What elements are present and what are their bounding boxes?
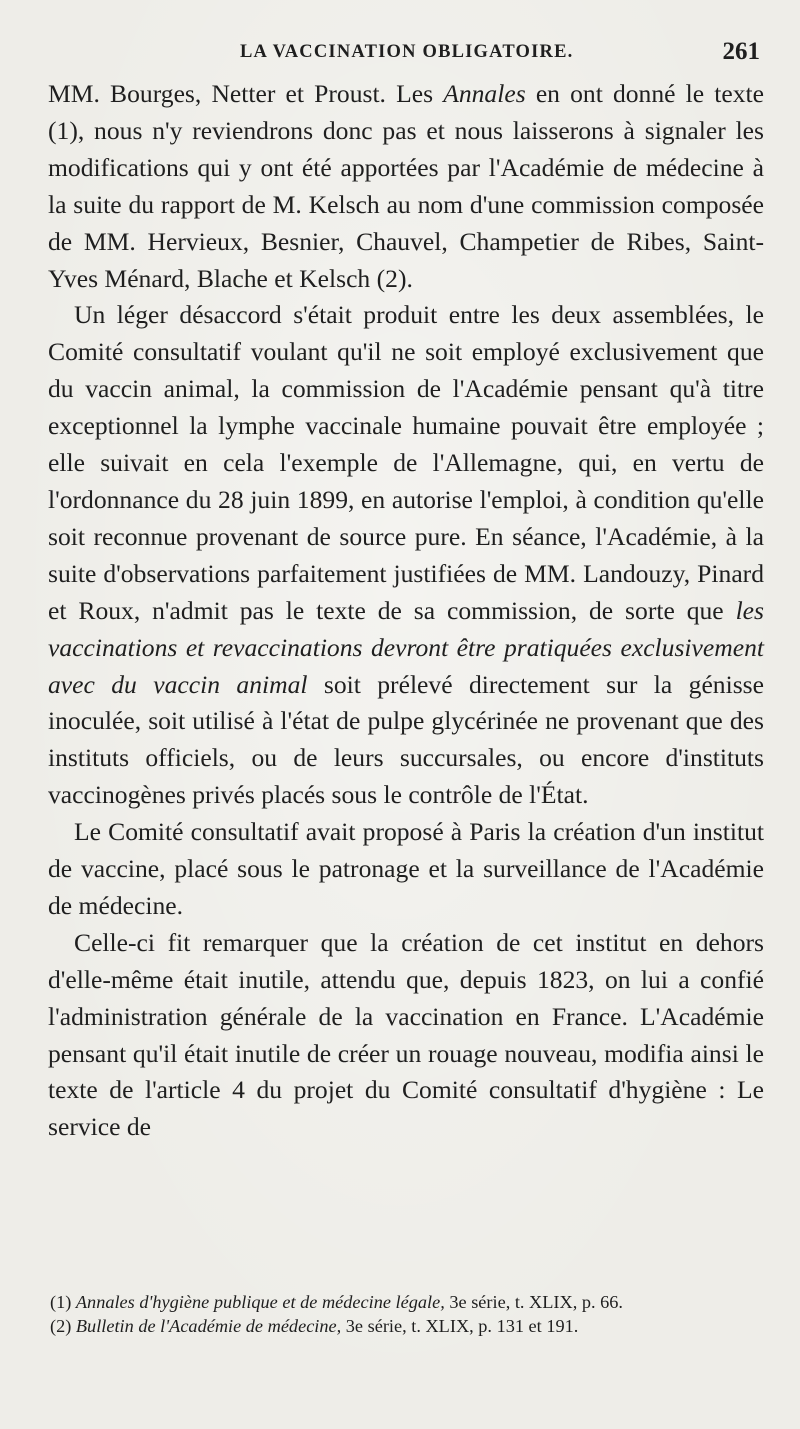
paragraph-2 (48, 297, 764, 814)
footnote-2-mark: (2) (50, 1315, 76, 1336)
paragraph-1-start: MM. Bourges, Netter et Proust. Les (48, 79, 444, 108)
footnote-1-mark: (1) (50, 1292, 76, 1312)
footnote-2-title: Bulletin de l'Académie de médecine, (75, 1315, 342, 1336)
footnote-2 (40, 1316, 760, 1338)
page-number: 261 (722, 38, 760, 65)
running-title: LA VACCINATION OBLIGATOIRE. (240, 42, 574, 62)
paragraph-4: Celle-ci fit remarquer que la création de cet institut en dehors d'elle-même était inutile, attendu que, depuis 1823, on lui a confié l'administration générale de la vaccination en France. L'Académie pensant qu'il était inutile de créer un rouage nouveau, modifia ainsi le texte de l'article 4 du projet du Comité consultatif d'hygiène : Le service de (48, 927, 764, 1142)
running-head (0, 38, 800, 68)
footnote-2-ref: 3e série, t. XLIX, p. 131 et 191. (341, 1315, 579, 1336)
paragraph-3: Le Comité consultatif avait proposé à Paris la création d'un institut de vaccine, placé sous le patronage et la surveillance de l'Académie de médecine. (48, 817, 764, 920)
paragraph-1-rest: en ont donné le texte (1), nous n'y reviendrons donc pas et nous laisserons à signaler les modifications qui y ont été apportées par l'Académie de médecine à la suite du rapport de M. Kelsch au nom d'une commission composée de MM. Hervieux, Besnier, Chauvel, Champetier de Ribes, Saint-Yves Ménard, Blache et Kelsch (2). (48, 79, 765, 293)
footnote-1-title: Annales d'hygiène publique et de médecine légale, (75, 1292, 445, 1312)
body-text (48, 76, 764, 1146)
footnotes (40, 1292, 760, 1339)
footnote-1 (40, 1292, 760, 1314)
paragraph-2-start: Un léger désaccord s'était produit entre les deux assemblées, le Comité consultatif voulant qu'il ne soit employé exclusivement que du vaccin animal, la commission de l'Académie pensant qu'à titre exceptionnel la lymphe vaccinale humaine pouvait être employée ; elle suivait en cela l'exemple de l'Allemagne, qui, en vertu de l'ordonnance du 28 juin 1899, en autorise l'emploi, à condition qu'elle soit reconnue provenant de source pure. En séance, l'Académie, à la suite d'observations parfaitement justifiées de MM. Landouzy, Pinard et Roux, n'admit pas le texte de sa commission, de sorte que (48, 300, 764, 625)
footnote-1-ref: 3e série, t. XLIX, p. 66. (444, 1292, 623, 1312)
paragraph-2-rest: soit prélevé directement sur la génisse inoculée, soit utilisé à l'état de pulpe glycérinée ne provenant que des instituts officiels, ou de leurs succursales, ou encore d'instituts vaccinogènes privés placés sous le contrôle de l'État. (48, 669, 764, 810)
paragraph-2-italic: les vaccinations et revaccinations devront être pratiquées exclusivement avec du vaccin animal (48, 595, 764, 699)
paragraph-1-italic: Annales (443, 79, 526, 108)
paragraph-1 (48, 76, 764, 297)
